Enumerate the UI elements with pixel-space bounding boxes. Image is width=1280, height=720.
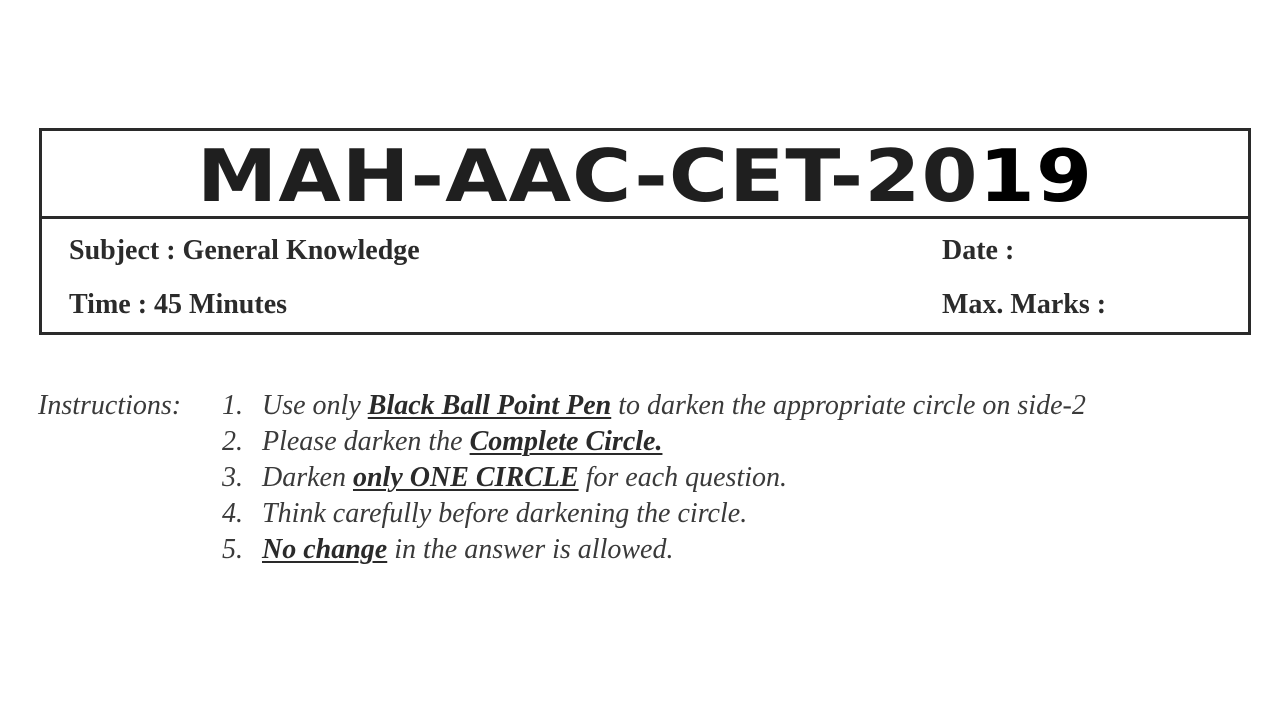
exam-title-row [42,131,1248,219]
exam-title-end: 19 [978,133,1094,218]
time-label: Time : 45 Minutes [69,289,288,320]
instruction-text-after: for each question. [578,462,788,493]
instruction-item [222,392,1086,428]
instruction-number: 5. [222,534,243,565]
instruction-number: 1. [222,390,243,421]
instruction-item [222,500,1086,536]
instruction-number: 2. [222,426,243,457]
instruction-emphasis: Complete Circle. [469,426,663,457]
instructions-heading: Instructions: [38,390,182,421]
exam-header-box [39,128,1251,335]
instruction-text: Darken [262,462,353,493]
date-label: Date : [942,235,1015,266]
instruction-emphasis: only ONE CIRCLE [352,462,579,493]
instruction-item [222,464,1086,500]
instruction-number: 4. [222,498,243,529]
instruction-text: Please darken the [262,426,470,457]
instruction-emphasis: Black Ball Point Pen [367,390,612,421]
instruction-item [222,428,1086,464]
instruction-text: Think carefully before darkening the circle. [262,498,748,529]
subject-label: Subject : General Knowledge [69,235,420,266]
instruction-text-after: in the answer is allowed. [387,534,674,565]
instruction-text-after: to darken the appropriate circle on side-2 [611,390,1086,421]
instruction-item [222,536,1086,572]
instruction-number: 3. [222,462,243,493]
exam-title-main: MAH-AAC-CET-20 [196,133,979,218]
instructions-list [222,392,1086,572]
instruction-text: Use only [262,390,368,421]
exam-title [196,133,1094,218]
instruction-emphasis: No change [262,534,388,565]
max-marks-label: Max. Marks : [942,289,1107,320]
